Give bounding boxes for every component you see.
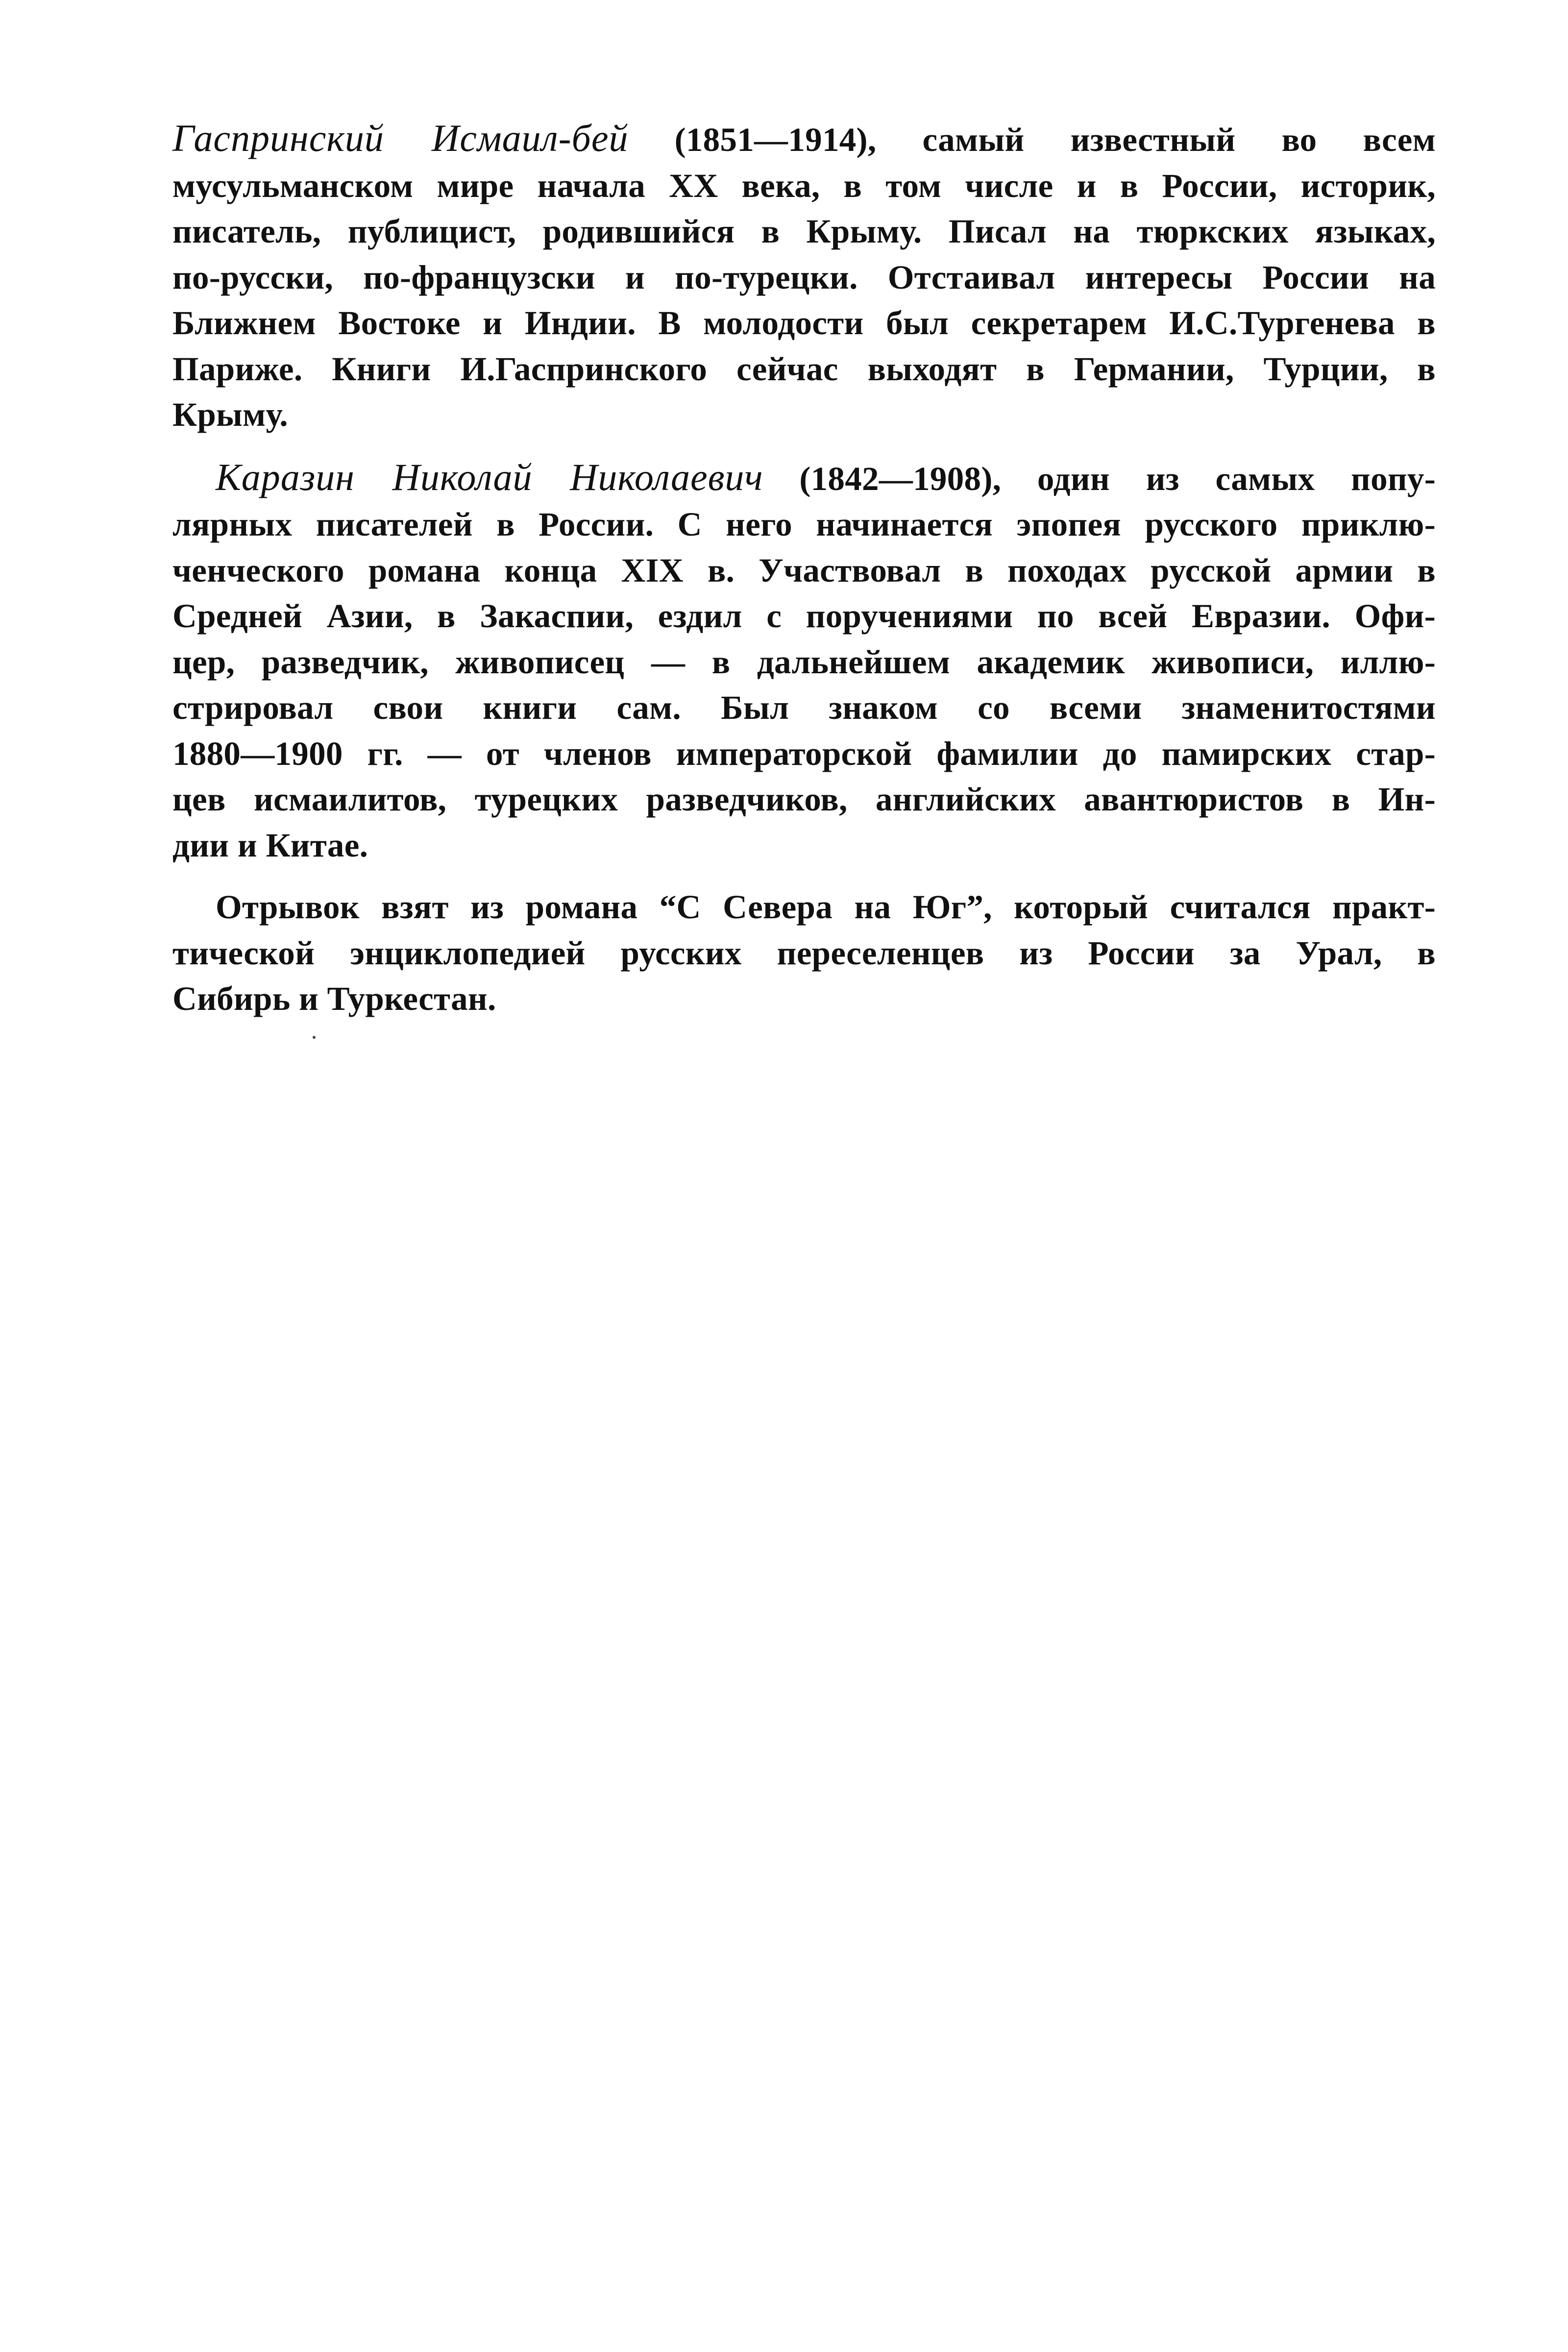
line: Крыму. — [172, 396, 288, 433]
paragraph-excerpt-note — [172, 884, 1436, 1022]
line: Сибирь и Туркестан. — [172, 980, 496, 1017]
print-speck — [313, 1036, 316, 1039]
line: цер, разведчик, живописец — в дальнейшем академик живописи, иллю- — [172, 643, 1436, 681]
line: писатель, публицист, родившийся в Крыму. Писал на тюркских языках, — [172, 213, 1436, 250]
person-name: Гаспринский Исмаил-бей — [172, 117, 629, 159]
line: Ближнем Востоке и Индии. В молодости был секретарем И.С.Тургенева в — [172, 304, 1436, 342]
line: по-русски, по-французски и по-турецки. Отстаивал интересы России на — [172, 258, 1436, 296]
paragraph-gasprinsky — [172, 115, 1436, 438]
line — [172, 454, 1436, 502]
line: лярных писателей в России. С него начинается эпопея русского приклю- — [172, 506, 1436, 543]
line-text: (1851—1914), самый известный во всем — [628, 121, 1436, 158]
paragraph-karazin — [172, 454, 1436, 869]
line: тической энциклопедией русских переселенцев из России за Урал, в — [172, 934, 1436, 972]
line: 1880—1900 гг. — от членов императорской фамилии до памирских стар- — [172, 735, 1436, 772]
line: цев исмаилитов, турецких разведчиков, английских авантюристов в Ин- — [172, 781, 1436, 818]
line: ченческого романа конца XIX в. Участвовал в походах русской армии в — [172, 551, 1436, 589]
line: мусульманском мире начала XX века, в том числе и в России, историк, — [172, 167, 1436, 204]
person-name: Каразин Николай Николаевич — [216, 455, 763, 498]
line: Париже. Книги И.Гаспринского сейчас выходят в Германии, Турции, в — [172, 350, 1436, 388]
line: дии и Китае. — [172, 826, 368, 864]
text-body — [172, 115, 1436, 1022]
line: стрировал свои книги сам. Был знаком со всеми знаменитостями — [172, 689, 1436, 726]
line: Средней Азии, в Закаспии, ездил с поручениями по всей Евразии. Офи- — [172, 597, 1436, 635]
line — [172, 115, 1436, 163]
line: Отрывок взят из романа “С Севера на Юг”, который считался практ- — [216, 888, 1436, 926]
line-text: (1842—1908), один из самых попу- — [763, 460, 1436, 497]
